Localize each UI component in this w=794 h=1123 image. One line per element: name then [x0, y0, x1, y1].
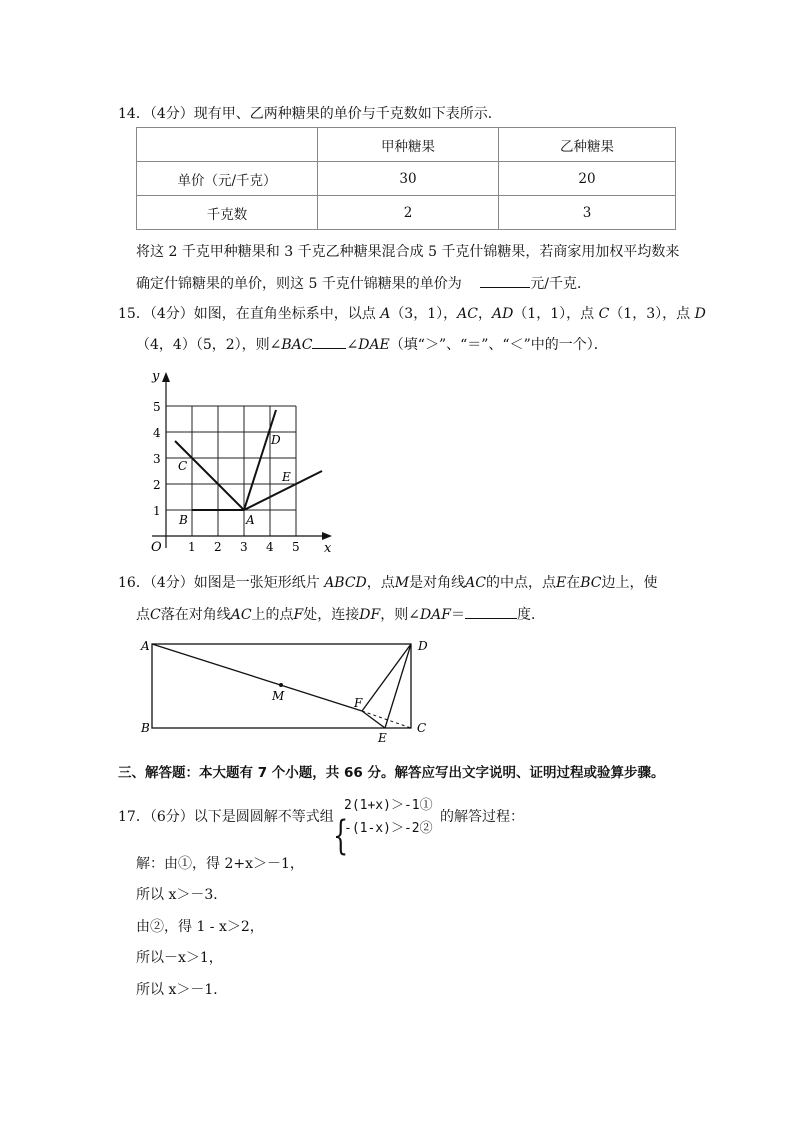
- table-row: [137, 162, 676, 196]
- y-axis-label: y: [152, 369, 160, 384]
- point-M: [279, 683, 283, 687]
- point-label: A: [380, 306, 391, 322]
- table-cell: 30: [318, 162, 499, 196]
- text: （1，1），点: [513, 306, 595, 322]
- text: 在: [566, 575, 581, 591]
- segments: [175, 410, 322, 510]
- inequality-2: -(1-x)＞-2②: [344, 821, 433, 836]
- solution-step: 由②，得 1 - x＞2，: [136, 919, 264, 935]
- q15-line1: [118, 303, 706, 323]
- label-F: F: [354, 696, 363, 710]
- text: ，则∠: [380, 607, 420, 623]
- x-axis-label: x: [324, 541, 332, 556]
- table-cell: 千克数: [137, 196, 318, 230]
- table-header-cell: [137, 128, 318, 162]
- table-row: [137, 196, 676, 230]
- q14-line3: [136, 273, 591, 293]
- q14-stem: 14．（4分）现有甲、乙两种糖果的单价与千克数如下表所示．: [118, 106, 502, 122]
- point-label: F: [293, 607, 304, 623]
- segment-FE: [362, 711, 385, 728]
- segment-DF: [362, 644, 411, 711]
- x-tick: 2: [214, 540, 222, 554]
- dashed-FC: [362, 711, 411, 728]
- text: 上的点: [251, 607, 294, 623]
- text: ＝: [451, 607, 466, 623]
- text: 落在对角线: [160, 607, 231, 623]
- angle-label: DAE: [358, 337, 390, 353]
- q17-tail: 的解答过程：: [440, 809, 524, 825]
- x-tick: 4: [266, 540, 274, 554]
- label-A: A: [141, 639, 150, 653]
- solution-step: 所以 x＞－1．: [136, 982, 228, 998]
- q16-line2: [136, 604, 545, 624]
- label-D: D: [418, 639, 428, 653]
- answer-blank: [480, 275, 530, 288]
- segment-DE: [385, 644, 411, 728]
- segment-label: AC: [230, 607, 252, 623]
- text: ∠: [346, 337, 359, 353]
- point-D-label: D: [271, 433, 281, 447]
- diagonal-AF: [152, 644, 362, 711]
- q14-line3-text: 确定什锦糖果的单价，则这 5 千克什锦糖果的单价为: [136, 276, 462, 292]
- q14-line3-unit: 元/千克．: [530, 276, 591, 292]
- point-A-label: A: [246, 513, 255, 527]
- label-C: C: [417, 721, 427, 735]
- text: 边上，使: [601, 575, 658, 591]
- y-axis-arrow: [162, 372, 170, 382]
- x-tick: 3: [240, 540, 248, 554]
- segment-label: AD: [491, 306, 514, 322]
- rectangle-fold-figure: [136, 636, 436, 746]
- segment-AC: [175, 441, 244, 510]
- y-tick: 2: [153, 478, 161, 492]
- x-tick: 5: [292, 540, 300, 554]
- table-header-cell: 乙种糖果: [499, 128, 676, 162]
- point-B-label: B: [179, 513, 188, 527]
- solution-step: 所以 x＞－3．: [136, 887, 228, 903]
- table-cell: 单价（元/千克）: [137, 162, 318, 196]
- text: （3，1），: [390, 306, 458, 322]
- section-heading: 三、解答题：本大题有 7 个小题，共 66 分。解答应写出文字说明、证明过程或验算步骤。: [118, 765, 665, 781]
- point-label: C: [598, 306, 610, 322]
- segment-label: AC: [457, 306, 478, 322]
- label-E: E: [378, 731, 387, 745]
- segment-label: AC: [465, 575, 486, 591]
- q16-line1: [118, 572, 657, 592]
- answer-blank: [312, 336, 346, 349]
- table-header-cell: 甲种糖果: [318, 128, 499, 162]
- text: （4，4）（5，2），则∠: [136, 337, 282, 353]
- q15-line2: [136, 334, 608, 354]
- x-axis-arrow: [322, 532, 332, 540]
- point-label: D: [694, 306, 706, 322]
- table-cell: 2: [318, 196, 499, 230]
- q17-lead: 17．（6分）以下是圆圆解不等式组: [118, 809, 334, 825]
- point-label: C: [150, 607, 161, 623]
- text: （填“＞”、“＝”、“＜”中的一个）．: [389, 337, 608, 353]
- table-cell: 20: [499, 162, 676, 196]
- text: ，点: [366, 575, 395, 591]
- angle-label: DAF: [419, 607, 452, 623]
- origin-label: O: [151, 540, 162, 555]
- text: 16．（4分）如图是一张矩形纸片: [118, 575, 320, 591]
- point-label: E: [555, 575, 567, 591]
- text: 是对角线: [409, 575, 466, 591]
- solution-step: 解：由①，得 2+x＞－1，: [136, 856, 304, 872]
- y-tick: 1: [153, 504, 161, 518]
- text: 处，连接: [303, 607, 360, 623]
- point-label: M: [394, 575, 410, 591]
- text: （1，3），点: [609, 306, 691, 322]
- table-header-row: [137, 128, 676, 162]
- text: 点: [136, 607, 150, 623]
- text: 15．（4分）如图，在直角坐标系中，以点: [118, 306, 376, 322]
- inequality-1: 2(1+x)＞-1①: [344, 798, 433, 813]
- label-B: B: [141, 721, 150, 735]
- table-cell: 3: [499, 196, 676, 230]
- segment-AD: [244, 410, 276, 510]
- point-C-label: C: [178, 459, 188, 473]
- y-tick: 5: [153, 400, 161, 414]
- point-E-label: E: [282, 470, 291, 484]
- answer-blank: [465, 606, 517, 619]
- solution-step: 所以－x＞1，: [136, 950, 223, 966]
- y-tick: 4: [153, 426, 161, 440]
- y-tick: 3: [153, 452, 161, 466]
- angle-label: BAC: [281, 337, 313, 353]
- system-brace: {: [333, 813, 349, 859]
- coordinate-graph: [138, 362, 338, 557]
- label-M: M: [272, 689, 285, 703]
- x-tick: 1: [188, 540, 196, 554]
- segment-label: BC: [580, 575, 602, 591]
- text: 的中点，点: [485, 575, 556, 591]
- q14-line2: 将这 2 千克甲种糖果和 3 千克乙种糖果混合成 5 千克什锦糖果，若商家用加权平均数来: [136, 244, 680, 260]
- candy-price-table: [136, 127, 676, 230]
- text: 度．: [517, 607, 546, 623]
- segment-label: DF: [359, 607, 381, 623]
- text: ，: [477, 306, 492, 322]
- shape-label: ABCD: [324, 575, 367, 591]
